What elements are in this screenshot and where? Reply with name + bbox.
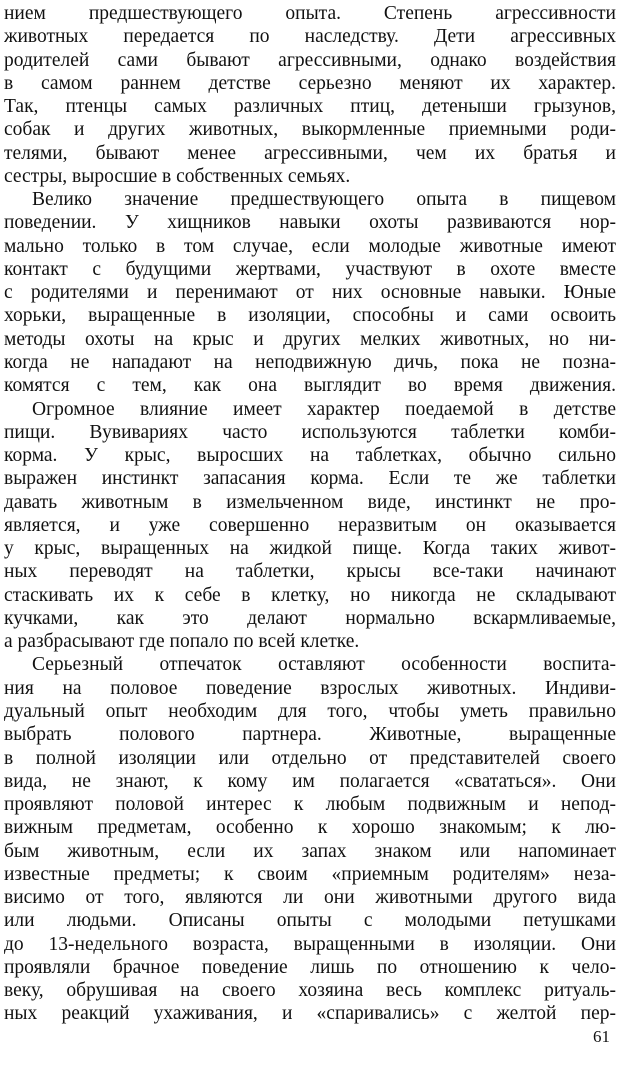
text-line: или людьми. Описаны опыты с молодыми петушками [4,910,616,932]
text-line: выражен инстинкт запасания корма. Если те же таблетки [4,468,616,490]
text-line: с родителями и перенимают от них основные навыки. Юные [4,282,616,304]
text-line: Так, птенцы самых различных птиц, детеныши грызунов, [4,96,616,118]
text-line: вижным предметам, особенно к хорошо знакомым; к лю- [4,817,616,839]
text-line: корма. У крыс, выросших на таблетках, обычно сильно [4,445,616,467]
text-line: хорьки, выращенные в изоляции, способны и сами освоить [4,305,616,327]
text-line: комятся с тем, как она выглядит во время движения. [4,375,616,397]
text-line: когда не нападают на неподвижную дичь, пока не позна- [4,351,616,373]
text-line: родителей сами бывают агрессивными, однако воздействия [4,49,616,71]
text-line: мально только в том случае, если молодые животные имеют [4,235,616,257]
text-line: вида, не знают, к кому им полагается «свататься». Они [4,770,616,792]
paragraph-first-line: Огромное влияние имеет характер поедаемой в детстве [32,398,616,420]
text-line: веку, обрушивая на своего хозяина весь комплекс ритуаль- [4,980,616,1002]
text-line: проявляют половой интерес к любым подвижным и непод- [4,794,616,816]
text-line: методы охоты на крыс и других мелких животных, но ни- [4,328,616,350]
text-line: является, и уже совершенно неразвитым он оказывается [4,514,616,536]
text-line: в самом раннем детстве серьезно меняют их характер. [4,72,616,94]
text-line: до 13-недельного возраста, выращенными в изоляции. Они [4,933,616,955]
text-line: поведении. У хищников навыки охоты развиваются нор- [4,212,616,234]
text-line: у крыс, выращенных на жидкой пище. Когда таких живот- [4,538,616,560]
paragraph-first-line: Велико значение предшествующего опыта в пищевом [32,189,616,211]
text-line: кучками, как это делают нормально вскармливаемые, [4,607,616,629]
text-line: пищи. Вувивариях часто используются таблетки комби- [4,421,616,443]
text-line: ных переводят на таблетки, крысы все-таки начинают [4,561,616,583]
text-line: ния на половое поведение взрослых животных. Индиви- [4,677,616,699]
text-line: дуальный опыт необходим для того, чтобы уметь правильно [4,700,616,722]
text-line: висимо от того, являются ли они животными другого вида [4,887,616,909]
text-line: давать животным в измельченном виде, инстинкт не про- [4,491,616,513]
text-line: животных передается по наследству. Дети агрессивных [4,26,616,48]
text-line: телями, бывают менее агрессивными, чем их братья и [4,142,616,164]
paragraph-first-line: Серьезный отпечаток оставляют особенности воспита- [32,654,616,676]
text-line: контакт с будущими жертвами, участвуют в охоте вместе [4,258,616,280]
text-line: собак и других животных, выкормленные приемными роди- [4,119,616,141]
text-line: сестры, выросшие в собственных семьях. [4,165,351,187]
text-line: известные предметы; к своим «приемным родителям» неза- [4,863,616,885]
text-line: бым животным, если их запах знаком или напоминает [4,840,616,862]
text-line: нием предшествующего опыта. Степень агрессивности [4,3,616,24]
text-line: проявляли брачное поведение лишь по отношению к чело- [4,956,616,978]
text-line: в полной изоляции или отдельно от представителей своего [4,747,616,769]
page-number: 61 [593,1027,610,1046]
text-line: ных реакций ухаживания, и «спаривались» с желтой пер- [4,1003,616,1025]
text-line: выбрать полового партнера. Животные, выращенные [4,724,616,746]
body-text [4,2,616,1026]
text-line: а разбрасывают где попало по всей клетке. [4,631,360,653]
text-line: стаскивать их к себе в клетку, но никогда не складывают [4,584,616,606]
